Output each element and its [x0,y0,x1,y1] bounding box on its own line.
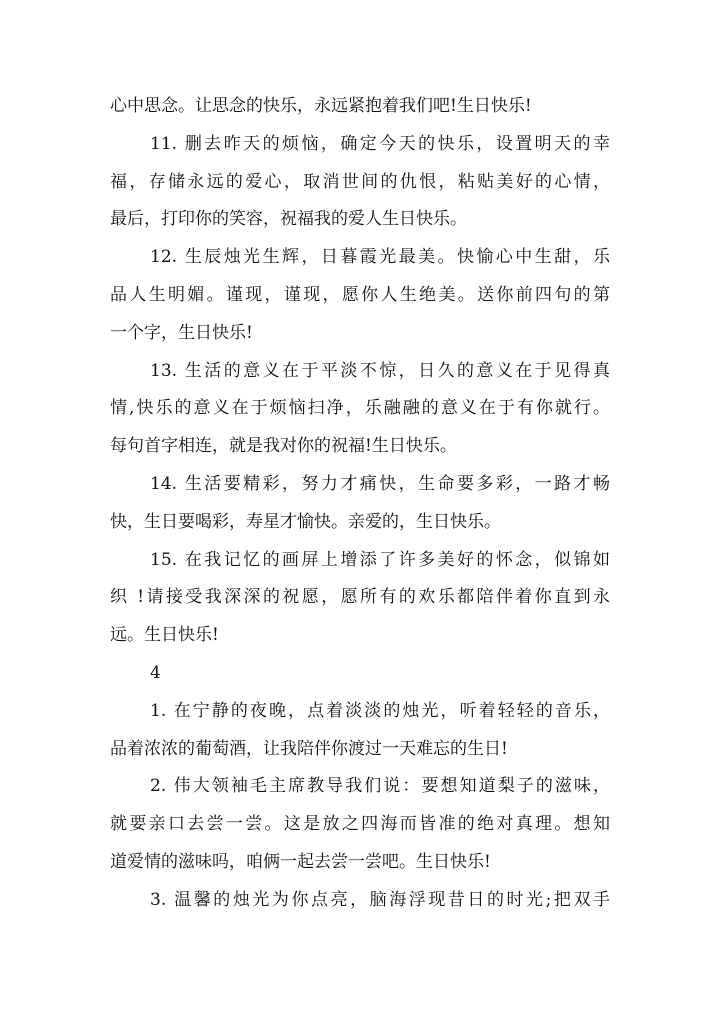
text-line: 1. 在宁静的夜晚，点着淡淡的烛光，听着轻轻的音乐， [150,700,610,721]
text-line: 品着浓浓的葡萄酒，让我陪伴你渡过一天难忘的生日! [110,738,508,759]
text-line: 15. 在我记忆的画屏上增添了许多美好的怀念，似锦如 [150,549,610,570]
text-line: 每句首字相连，就是我对你的祝福!生日快乐。 [110,436,457,457]
text-line: 14. 生活要精彩，努力才痛快，生命要多彩，一路才畅 [150,473,610,494]
text-line: 心中思念。让思念的快乐，永远紧抱着我们吧!生日快乐! [110,96,532,116]
text-line: 道爱情的滋味吗，咱俩一起去尝一尝吧。生日快乐! [110,851,491,872]
text-line: 就要亲口去尝一尝。这是放之四海而皆准的绝对真理。想知 [110,814,610,835]
text-line: 最后，打印你的笑容，祝福我的爱人生日快乐。 [110,209,467,230]
text-line: 福，存储永远的爱心，取消世间的仇恨，粘贴美好的心情， [110,171,610,192]
text-line: 13. 生活的意义在于平淡不惊，日久的意义在于见得真 [150,360,610,381]
text-line: 一个字，生日快乐! [110,322,253,343]
section-number: 4 [150,662,161,683]
text-line: 远。生日快乐! [110,625,219,646]
text-line: 3. 温馨的烛光为你点亮，脑海浮现昔日的时光;把双手 [150,889,610,910]
text-line: 2. 伟大领袖毛主席教导我们说：要想知道梨子的滋味， [150,776,610,797]
text-line: 12. 生辰烛光生辉，日暮霞光最美。快愉心中生甜，乐 [150,247,610,268]
text-line: 情,快乐的意义在于烦恼扫净，乐融融的意义在于有你就行。 [110,398,610,419]
text-line: 快，生日要喝彩，寿星才愉快。亲爱的，生日快乐。 [110,511,501,532]
text-line: 织 !请接受我深深的祝愿，愿所有的欢乐都陪伴着你直到永 [110,587,610,608]
text-line: 11. 删去昨天的烦恼，确定今天的快乐，设置明天的幸 [150,133,610,154]
document-body [110,88,610,920]
text-line: 品人生明媚。谨现，谨现，愿你人生绝美。送你前四句的第 [110,284,610,305]
